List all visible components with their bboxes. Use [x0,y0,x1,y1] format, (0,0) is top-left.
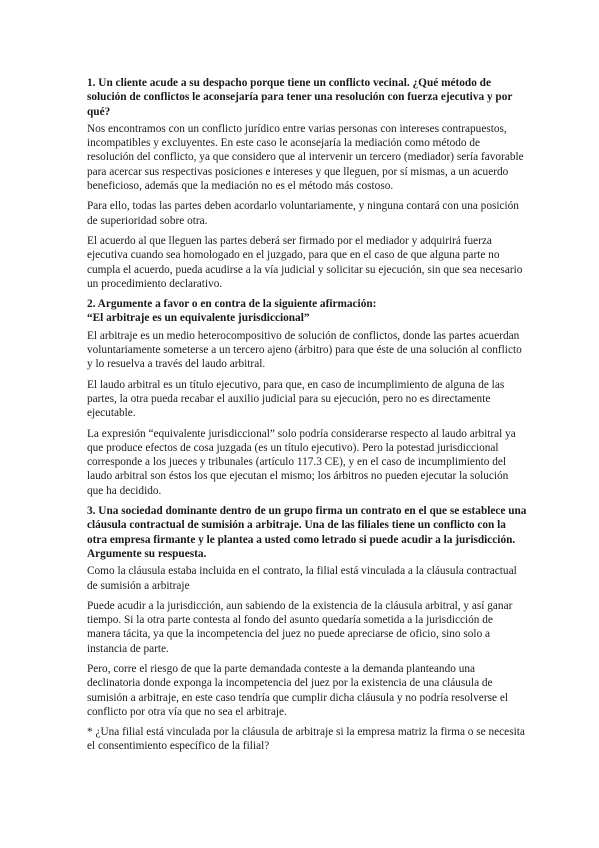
document-page [87,76,527,760]
answer-2-paragraph-1: El arbitraje es un medio heterocompositivo de solución de conflictos, donde las partes acuerdan voluntariamente someterse a un tercero ajeno (árbitro) para que éste de una solución al conflicto y lo resuelva a través del laudo arbitral. [87,329,522,371]
answer-3-paragraph-1: Como la cláusula estaba incluida en el contrato, la filial está vinculada a la cláusula contractual de sumisión a arbitraje [87,565,517,592]
answer-1-paragraph-3: El acuerdo al que lleguen las partes deberá ser firmado por el mediador y adquirirá fuerza ejecutiva cuando sea homologado en el juzgado, para que en el caso de que alguna parte no cumpla el acuerdo, pueda acudirse a la vía judicial y solicitar su ejecución, sin que sea necesario un procedimiento declarativo. [87,234,523,290]
question-3-heading: 3. Una sociedad dominante dentro de un grupo firma un contrato en el que se establece una cláusula contractual de sumisión a arbitraje. Una de las filiales tiene un conflicto con la otra empresa firmante y le plantea a usted como letrado si puede acudir a la jurisdicción. Argumente su respuesta. [87,505,527,560]
answer-3-paragraph-2: Puede acudir a la jurisdicción, aun sabiendo de la existencia de la cláusula arbitral, y así ganar tiempo. Si la otra parte contesta al fondo del asunto quedaría sometida a la jurisdicción de manera tácita, ya que la incompetencia del juez no puede apreciarse de oficio, sino solo a instancia de parte. [87,599,513,655]
answer-2-paragraph-2: El laudo arbitral es un título ejecutivo, para que, en caso de incumplimiento de alguna de las partes, la otra pueda recabar el auxilio judicial para su ejecución, pero no es directamente ejecutable. [87,378,505,420]
section-2 [87,297,527,498]
answer-3-paragraph-3: Pero, corre el riesgo de que la parte demandada conteste a la demanda planteando una declinatoria donde exponga la incompetencia del juez por la existencia de una cláusula de sumisión a arbitraje, en este caso tendría que cumplir dicha cláusula y no podría resolverse el conflicto por otra vía que no sea el arbitraje. [87,662,508,718]
section-1 [87,76,527,291]
question-2-heading [87,297,527,326]
question-2-line-1: 2. Argumente a favor o en contra de la siguiente afirmación: [87,298,377,311]
question-2-quote: “El arbitraje es un equivalente jurisdiccional” [87,312,310,325]
section-3 [87,504,527,754]
answer-1-paragraph-2: Para ello, todas las partes deben acordarlo voluntariamente, y ninguna contará con una posición de superioridad sobre otra. [87,200,519,227]
answer-2-paragraph-3: La expresión “equivalente jurisdiccional” solo podría considerarse respecto al laudo arbitral ya que produce efectos de cosa juzgada (es un título ejecutivo). Pero la potestad jurisdiccional corresponde a los jueces y tribunales (artículo 117.3 CE), y en el caso de incumplimiento del laudo arbitral son éstos los que ejecutan el mismo; los árbitros no pueden ejecutar la solución que ha decidido. [87,427,516,497]
question-1-heading: 1. Un cliente acude a su despacho porque tiene un conflicto vecinal. ¿Qué método de solución de conflictos le aconsejaría para tener una resolución con fuerza ejecutiva y por qué? [87,77,513,118]
answer-1-paragraph-1: Nos encontramos con un conflicto jurídico entre varias personas con intereses contrapuestos, incompatibles y excluyentes. En este caso le aconsejaría la mediación como método de resolución del conflicto, ya que considero que al intervenir un tercero (mediador) sería favorable para acercar sus respectivas posiciones e intereses y que lleguen, por sí mismas, a un acuerdo beneficioso, además que la mediación no es el método más costoso. [87,122,524,193]
answer-3-footnote-question: * ¿Una filial está vinculada por la cláusula de arbitraje si la empresa matriz la firma o se necesita el consentimiento específico de la filial? [87,726,525,753]
